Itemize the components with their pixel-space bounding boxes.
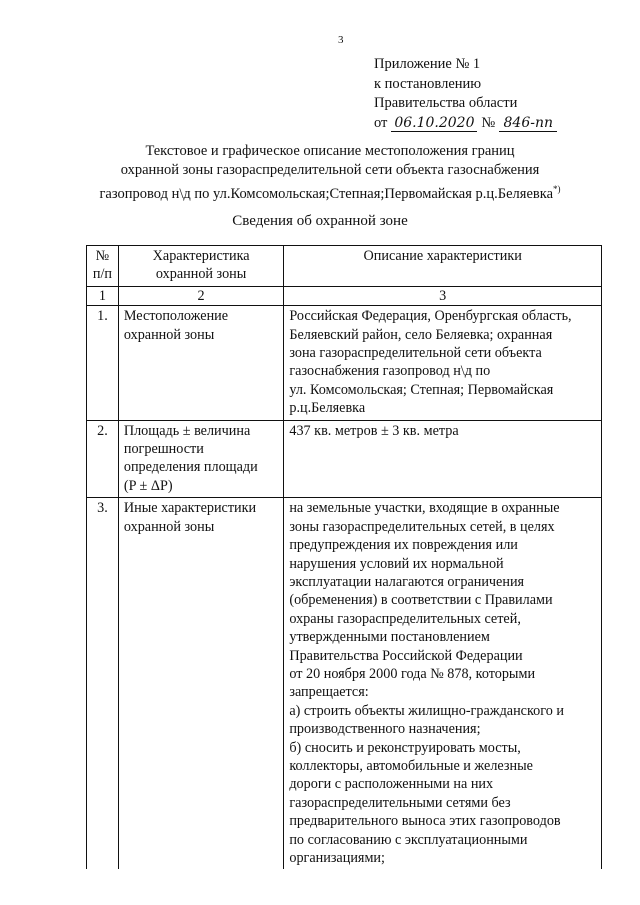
header-num: № п/п [87, 246, 119, 287]
row-description: Российская Федерация, Оренбургская область, Беляевский район, село Беляевка; охранная зона газораспределительной сети объекта газоснабжения газопровод н\д по ул. Комсомольская; Степная; Первомайская р.ц.Беляевка [284, 306, 602, 420]
row-characteristic: Площадь ± величина погрешности определения площади (P ± ΔP) [118, 420, 283, 498]
table-row [87, 420, 602, 498]
appendix-header [374, 55, 557, 133]
handwritten-number: 846-пп [499, 115, 557, 132]
row-num: 3. [87, 498, 119, 870]
from-label: от [374, 114, 388, 131]
table-row [87, 498, 602, 870]
page-number: 3 [338, 34, 344, 46]
row-num: 1. [87, 306, 119, 420]
title-line-1: Текстовое и графическое описание местоположения границ [145, 143, 515, 159]
row-description: на земельные участки, входящие в охранные зоны газораспределительных сетей, в целях предупреждения их повреждения или нарушения условий их нормальной эксплуатации налагаются ограничения (обременения) в соответствии с Правилами охраны газораспределительных сетей, утвержденными постановлением Правительства Российской Федерации от 20 ноября 2000 года № 878, которыми запрещается: а) строить объекты жилищно-гражданского и производственного назначения; б) сносить и реконструировать мосты, коллекторы, автомобильные и железные дороги с расположенными на них газораспределительными сетями без предварительного выноса этих газопроводов по согласованию с эксплуатационными организациями; [284, 498, 602, 870]
index-cell-3: 3 [284, 286, 602, 305]
handwritten-date: 06.10.2020 [391, 115, 477, 132]
row-characteristic: Иные характеристики охранной зоны [118, 498, 283, 870]
footnote-mark: *) [553, 184, 561, 194]
title-line-2: охранной зоны газораспределительной сети объекта газоснабжения [120, 162, 540, 178]
title-line-3-text: газопровод н\д по ул.Комсомольская;Степная;Первомайская р.ц.Беляевка [99, 185, 554, 202]
row-description: 437 кв. метров ± 3 кв. метра [284, 420, 602, 498]
table-header-row [87, 246, 602, 287]
header-characteristic: Характеристика охранной зоны [118, 246, 283, 287]
row-num: 2. [87, 420, 119, 498]
index-cell-1: 1 [87, 286, 119, 305]
appendix-line-2: к постановлению [374, 75, 482, 92]
zone-info-table [86, 245, 602, 869]
appendix-line-1: Приложение № 1 [374, 56, 481, 72]
title-line-3 [70, 180, 590, 204]
document-title [70, 142, 590, 204]
index-cell-2: 2 [118, 286, 283, 305]
section-title: Сведения об охранной зоне [232, 213, 408, 229]
table-row [87, 306, 602, 420]
table-index-row [87, 286, 602, 305]
appendix-date-line [374, 114, 557, 134]
number-sign: № [481, 114, 496, 131]
appendix-line-3: Правительства области [374, 95, 518, 111]
header-description: Описание характеристики [284, 246, 602, 287]
row-characteristic: Местоположение охранной зоны [118, 306, 283, 420]
